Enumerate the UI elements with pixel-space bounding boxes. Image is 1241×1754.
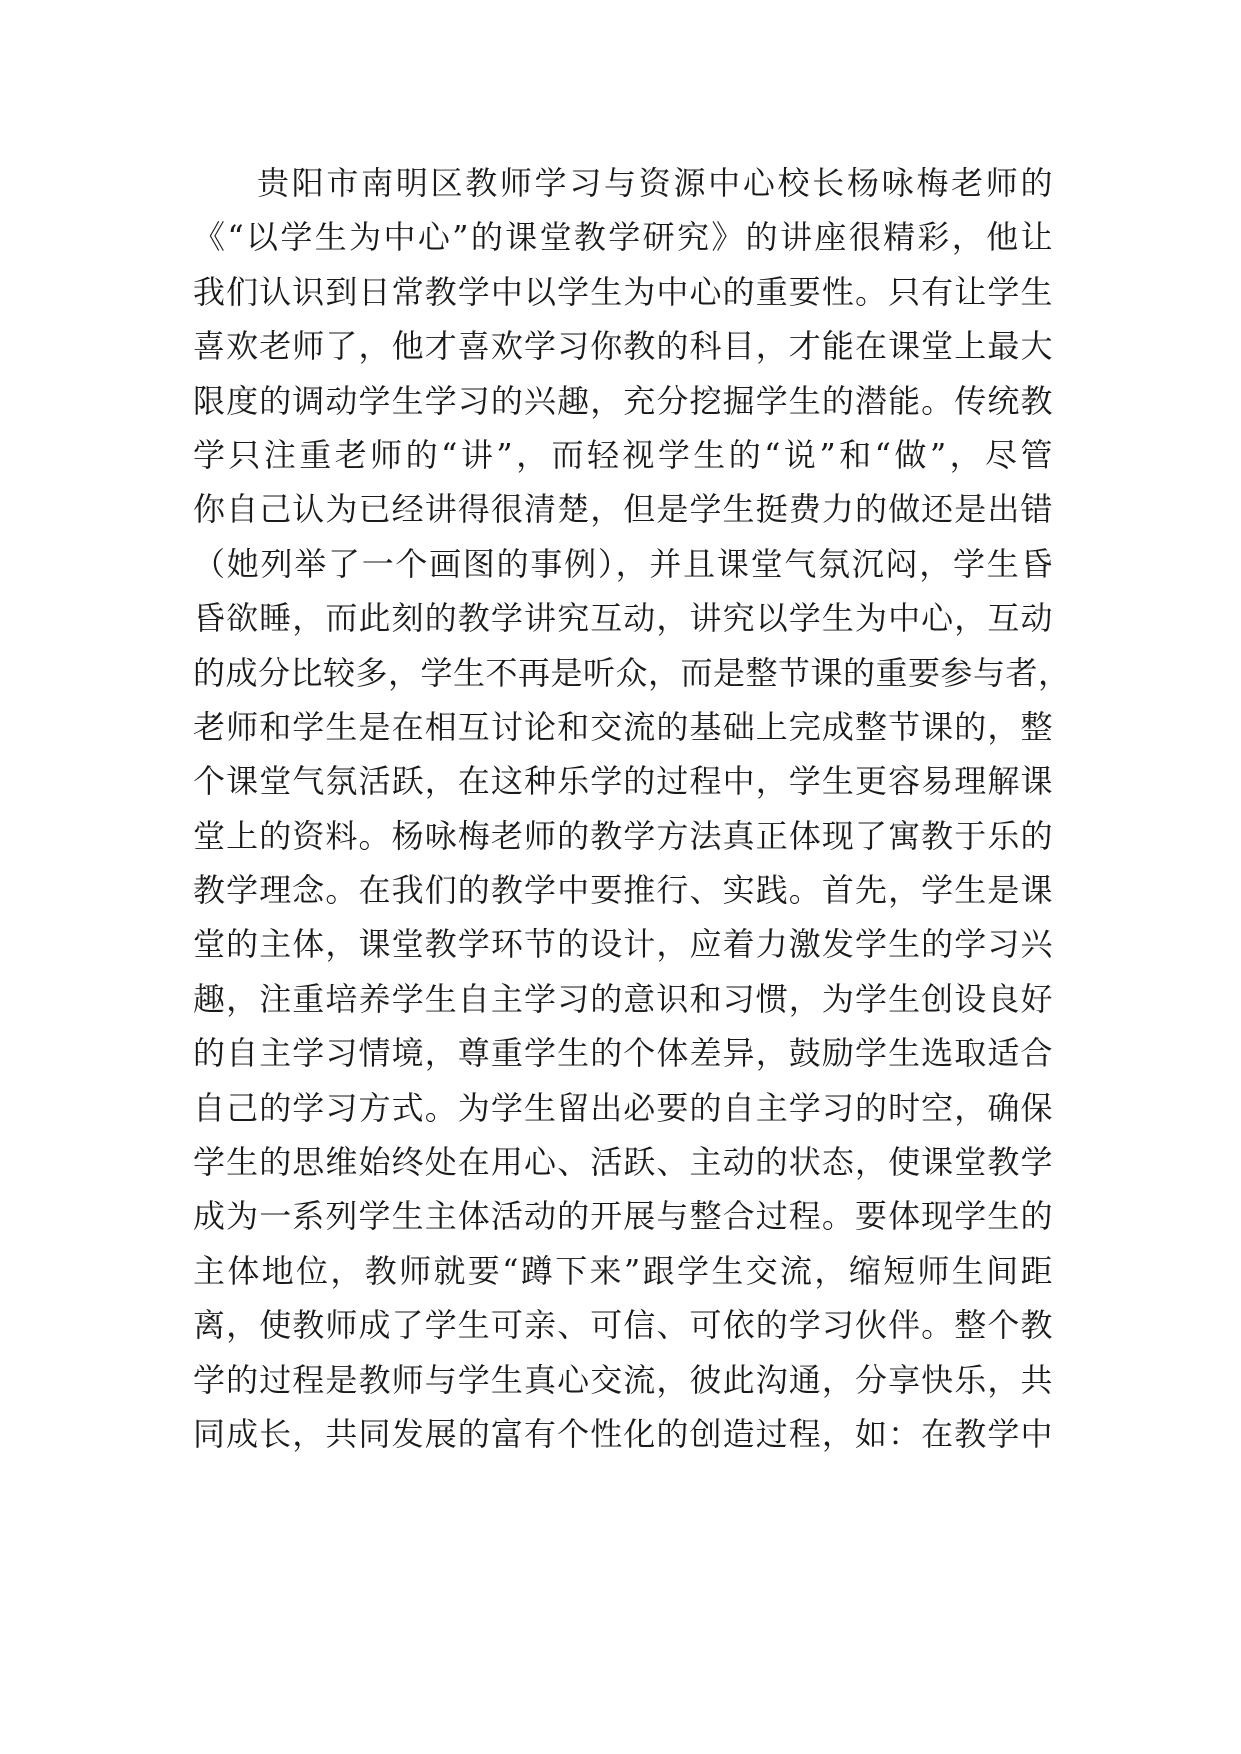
text-line: 趣，注重培养学生自主学习的意识和习惯，为学生创设良好: [193, 979, 1053, 1018]
text-line: 你自己认为已经讲得很清楚，但是学生挺费力的做还是出错: [193, 490, 1053, 529]
text-line: 学的过程是教师与学生真心交流，彼此沟通，分享快乐，共: [193, 1360, 1053, 1399]
text-line: 昏欲睡，而此刻的教学讲究互动，讲究以学生为中心，互动: [193, 599, 1053, 638]
text-line: 堂上的资料。杨咏梅老师的教学方法真正体现了寓教于乐的: [193, 816, 1053, 855]
text-line: 喜欢老师了，他才喜欢学习你教的科目，才能在课堂上最大: [193, 327, 1053, 366]
body-paragraph: [193, 156, 1071, 1461]
text-line: 个课堂气氛活跃，在这种乐学的过程中，学生更容易理解课: [193, 762, 1053, 801]
text-line: 我们认识到日常教学中以学生为中心的重要性。只有让学生: [193, 272, 1053, 311]
text-line: 老师和学生是在相互讨论和交流的基础上完成整节课的，整: [193, 707, 1053, 746]
text-line: 的成分比较多，学生不再是听众，而是整节课的重要参与者，: [193, 653, 1071, 692]
text-line: 《“以学生为中心”的课堂教学研究》的讲座很精彩，他让: [193, 218, 1053, 257]
text-line: 同成长，共同发展的富有个性化的创造过程，如：在教学中: [193, 1414, 1053, 1453]
text-line: 成为一系列学生主体活动的开展与整合过程。要体现学生的: [193, 1197, 1053, 1236]
text-line: 学生的思维始终处在用心、活跃、主动的状态，使课堂教学: [193, 1143, 1053, 1182]
text-line: 自己的学习方式。为学生留出必要的自主学习的时空，确保: [193, 1088, 1053, 1127]
text-line: 教学理念。在我们的教学中要推行、实践。首先，学生是课: [193, 871, 1053, 910]
text-line: 限度的调动学生学习的兴趣，充分挖掘学生的潜能。传统教: [193, 381, 1053, 420]
text-line: 主体地位，教师就要“蹲下来”跟学生交流，缩短师生间距: [193, 1251, 1053, 1290]
text-line: 离，使教师成了学生可亲、可信、可依的学习伙伴。整个教: [193, 1306, 1053, 1345]
text-line: 贵阳市南明区教师学习与资源中心校长杨咏梅老师的: [257, 164, 1053, 202]
text-line: 堂的主体，课堂教学环节的设计，应着力激发学生的学习兴: [193, 925, 1053, 964]
text-line: 学只注重老师的“讲”，而轻视学生的“说”和“做”，尽管: [193, 435, 1053, 474]
text-line: （她列举了一个画图的事例），并且课堂气氛沉闷，学生昏: [193, 544, 1053, 583]
text-line: 的自主学习情境，尊重学生的个体差异，鼓励学生选取适合: [193, 1034, 1053, 1073]
